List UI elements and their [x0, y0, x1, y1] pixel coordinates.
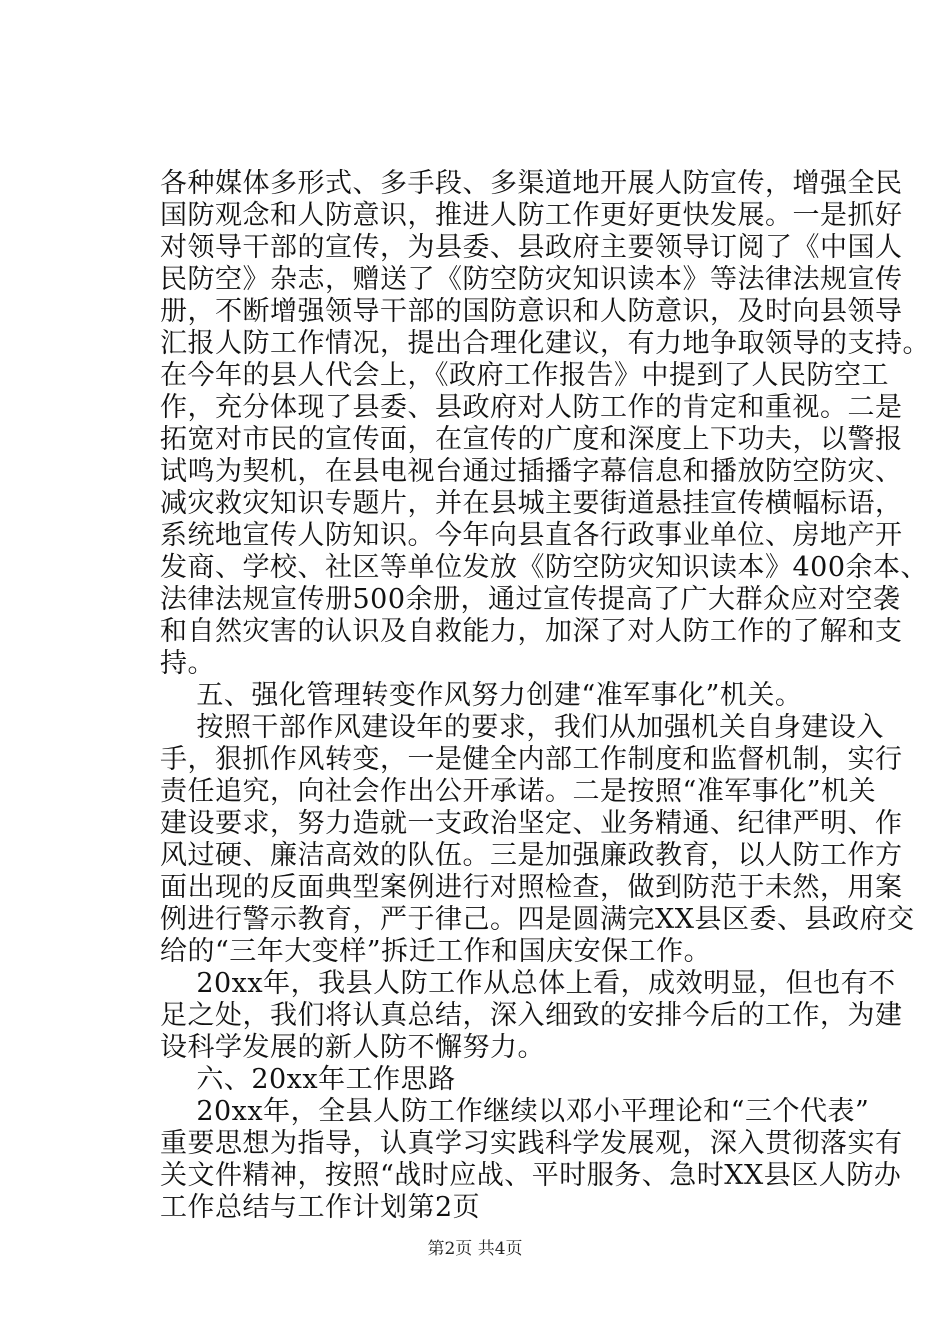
- text-line: 系统地宣传人防知识。今年向县直各行政事业单位、房地产开: [160, 520, 903, 551]
- text-line: 给的“三年大变样”拆迁工作和国庆安保工作。: [160, 936, 712, 967]
- text-line: 和自然灾害的认识及自救能力，加深了对人防工作的了解和支: [160, 616, 903, 647]
- text-line: 足之处，我们将认真总结，深入细致的安排今后的工作，为建: [160, 1000, 903, 1031]
- page-footer: 第2页 共4页: [427, 1239, 523, 1259]
- text-line: 发商、学校、社区等单位发放《防空防灾知识读本》400余本、: [160, 552, 929, 583]
- text-line: 按照干部作风建设年的要求，我们从加强机关自身建设入: [160, 712, 884, 743]
- text-line: 汇报人防工作情况，提出合理化建议，有力地争取领导的支持。: [160, 328, 930, 359]
- text-line: 各种媒体多形式、多手段、多渠道地开展人防宣传，增强全民: [160, 168, 903, 199]
- text-line: 工作总结与工作计划第2页: [160, 1192, 481, 1223]
- text-line: 风过硬、廉洁高效的队伍。三是加强廉政教育，以人防工作方: [160, 840, 903, 871]
- text-line: 关文件精神，按照“战时应战、平时服务、急时XX县区人防办: [160, 1160, 902, 1191]
- text-line: 国防观念和人防意识，推进人防工作更好更快发展。一是抓好: [160, 200, 903, 231]
- text-line: 重要思想为指导，认真学习实践科学发展观，深入贯彻落实有: [160, 1128, 903, 1159]
- text-line: 试鸣为契机，在县电视台通过插播字幕信息和播放防空防灾、: [160, 456, 903, 487]
- text-line: 法律法规宣传册500余册，通过宣传提高了广大群众应对空袭: [160, 584, 901, 615]
- text-line: 手，狠抓作风转变，一是健全内部工作制度和监督机制，实行: [160, 744, 903, 775]
- text-line: 拓宽对市民的宣传面，在宣传的广度和深度上下功夫，以警报: [160, 424, 903, 455]
- text-line: 20xx年，我县人防工作从总体上看，成效明显，但也有不: [160, 968, 896, 999]
- text-line: 例进行警示教育，严于律己。四是圆满完XX县区委、县政府交: [160, 904, 915, 935]
- document-body: [160, 168, 930, 1224]
- text-line: 册，不断增强领导干部的国防意识和人防意识，及时向县领导: [160, 296, 903, 327]
- text-line: 作，充分体现了县委、县政府对人防工作的肯定和重视。二是: [160, 392, 903, 423]
- text-line: 设科学发展的新人防不懈努力。: [160, 1032, 545, 1063]
- text-line: 面出现的反面典型案例进行对照检查，做到防范于未然，用案: [160, 872, 903, 903]
- text-line: 责任追究，向社会作出公开承诺。二是按照“准军事化”机关: [160, 776, 877, 807]
- text-line: 减灾救灾知识专题片，并在县城主要街道悬挂宣传横幅标语，: [160, 488, 903, 519]
- text-line: 持。: [160, 648, 215, 679]
- text-line: 建设要求，努力造就一支政治坚定、业务精通、纪律严明、作: [160, 808, 903, 839]
- text-line: 五、强化管理转变作风努力创建“准军事化”机关。: [160, 680, 803, 711]
- text-line: 对领导干部的宣传，为县委、县政府主要领导订阅了《中国人: [160, 232, 903, 263]
- text-line: 20xx年，全县人防工作继续以邓小平理论和“三个代表”: [160, 1096, 870, 1127]
- text-line: 民防空》杂志，赠送了《防空防灾知识读本》等法律法规宣传: [160, 264, 903, 295]
- text-line: 在今年的县人代会上，《政府工作报告》中提到了人民防空工: [160, 360, 889, 391]
- text-line: 六、20xx年工作思路: [160, 1064, 456, 1095]
